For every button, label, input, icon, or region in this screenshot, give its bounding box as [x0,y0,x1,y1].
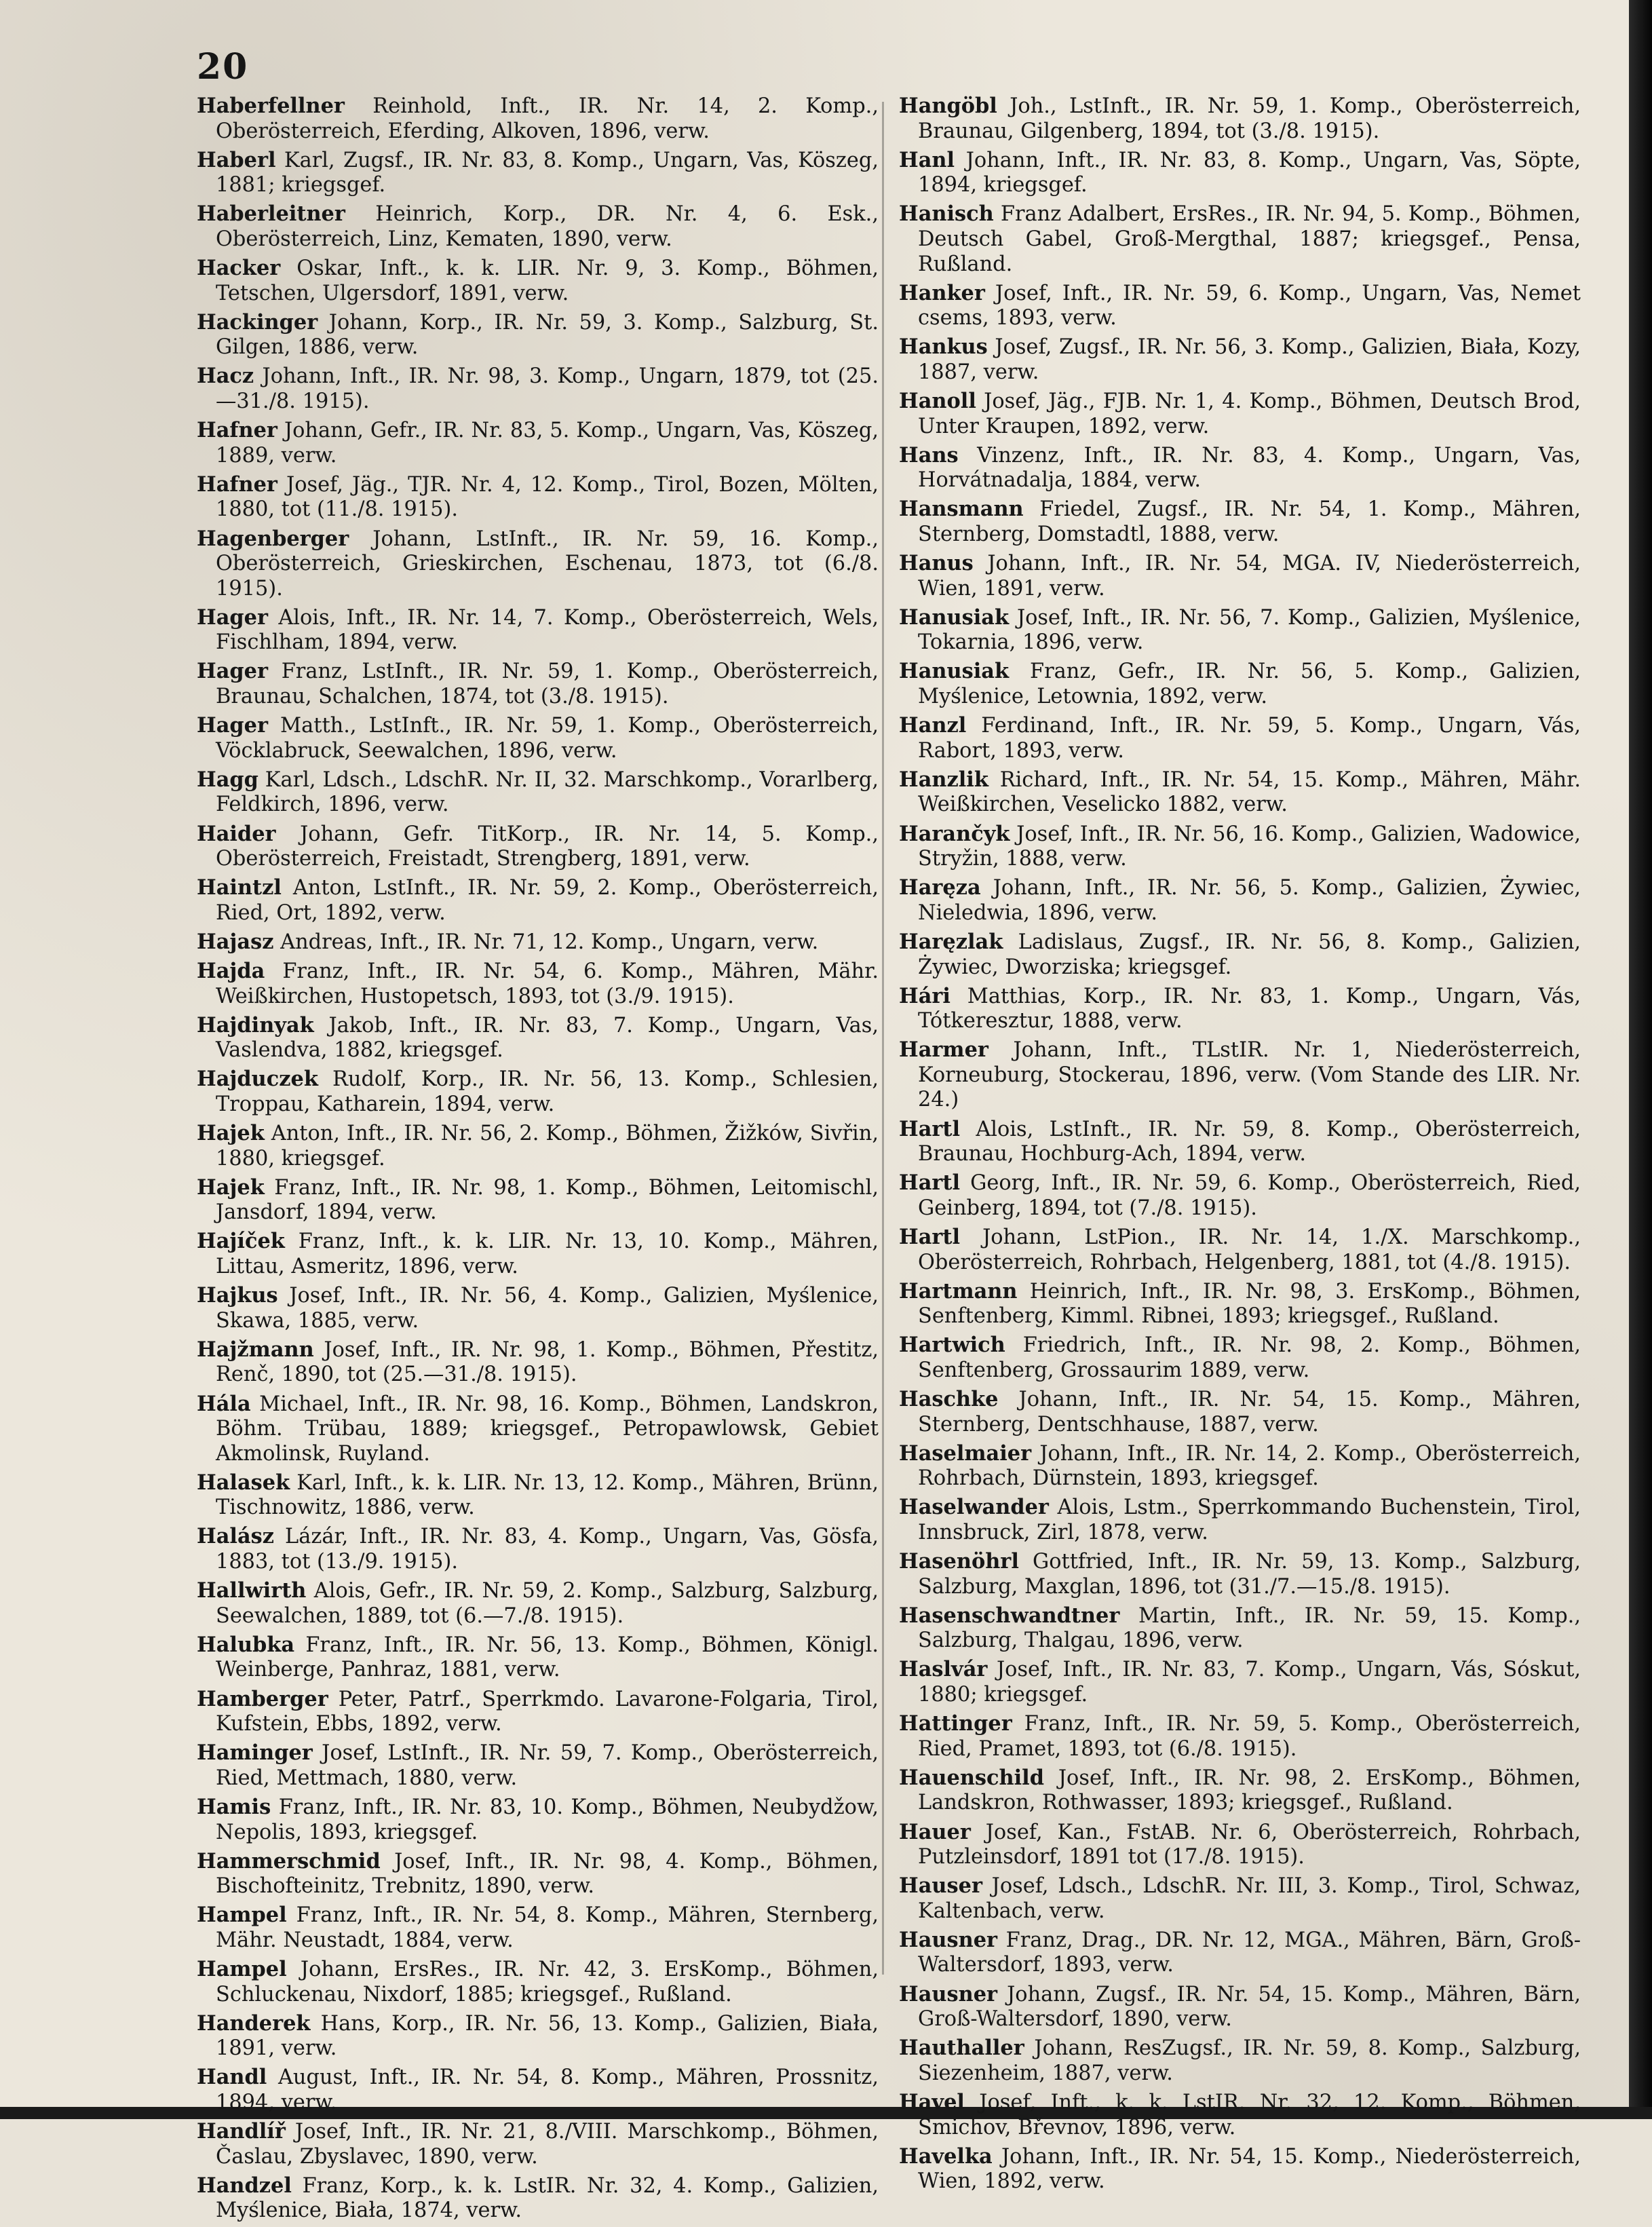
list-entry [197,1229,879,1279]
list-entry [899,1982,1581,2032]
entry-details: Johann, Inft., IR. Nr. 83, 8. Komp., Ungarn, Vas, Söpte, 1894, kriegsgef. [918,148,1581,197]
entry-surname: Hajduczek [197,1067,318,1092]
entry-surname: Halasek [197,1470,290,1495]
entry-details: Anton, LstInft., IR. Nr. 59, 2. Komp., Oberösterreich, Ried, Ort, 1892, verw. [216,876,879,925]
list-entry [197,713,879,763]
entry-details: Franz, Inft., IR. Nr. 98, 1. Komp., Böhmen, Leitomischl, Jansdorf, 1894, verw. [216,1175,879,1225]
entry-surname: Hartwich [899,1333,1005,1358]
entry-details: Josef, Inft., IR. Nr. 98, 2. ErsKomp., Böhmen, Landskron, Rothwasser, 1893; kriegsgef., Rußland. [918,1766,1581,1815]
entry-surname: Hanisch [899,202,994,227]
list-entry [899,1225,1581,1275]
entry-surname: Harančyk [899,821,1010,846]
entry-details: Josef, Jäg., FJB. Nr. 1, 4. Komp., Böhmen, Deutsch Brod, Unter Kraupen, 1892, verw. [918,389,1581,438]
column-divider [882,102,884,1975]
entry-details: Josef, Inft., k. k. LstIR. Nr. 32, 12. Komp., Böhmen, Smichov, Břevnov, 1896, verw. [918,2090,1581,2139]
entry-surname: Hári [899,983,950,1008]
entry-surname: Hála [197,1391,251,1416]
entry-surname: Hajek [197,1121,265,1146]
entry-details: Lázár, Inft., IR. Nr. 83, 4. Komp., Ungarn, Vas, Gösfa, 1883, tot (13./9. 1915). [216,1525,879,1574]
entry-details: Jakob, Inft., IR. Nr. 83, 7. Komp., Ungarn, Vas, Vaslendva, 1882, kriegsgef. [216,1013,879,1063]
entry-details: Johann, Inft., IR. Nr. 54, 15. Komp., Mähren, Sternberg, Dentschhause, 1887, verw. [918,1388,1581,1436]
entry-surname: Hager [197,659,269,684]
list-entry [197,1795,879,1845]
list-entry [899,767,1581,818]
entry-details: Franz Adalbert, ErsRes., IR. Nr. 94, 5. Komp., Böhmen, Deutsch Gabel, Groß-Mergthal, 1887; kriegsgef., Pensa, Rußland. [918,202,1581,276]
list-entry [197,1337,879,1388]
list-entry [899,1928,1581,1978]
entry-surname: Haręzlak [899,929,1003,954]
list-entry [197,1633,879,1683]
entry-details: Johann, Gefr. TitKorp., IR. Nr. 14, 5. Komp., Oberösterreich, Freistadt, Strengberg, 1891, verw. [216,822,879,871]
entry-surname: Hangöbl [899,94,997,118]
list-entry [197,1578,879,1629]
list-entry [197,94,879,144]
entry-details: Franz, Inft., k. k. LIR. Nr. 13, 10. Komp., Mähren, Littau, Asmeritz, 1896, verw. [216,1230,879,1279]
entry-surname: Havelka [899,2144,993,2169]
entry-surname: Hamberger [197,1686,328,1711]
entry-details: Hans, Korp., IR. Nr. 56, 13. Komp., Galizien, Biała, 1891, verw. [216,2011,879,2061]
entry-surname: Hauer [899,1819,971,1844]
list-entry [899,94,1581,144]
entry-surname: Hallwirth [197,1578,307,1603]
entry-details: Alois, LstInft., IR. Nr. 59, 8. Komp., Oberösterreich, Braunau, Hochburg-Ach, 1894, verw. [918,1117,1581,1166]
list-entry [197,472,879,522]
entry-details: Johann, LstPion., IR. Nr. 14, 1./X. Marschkomp., Oberösterreich, Rohrbach, Helgenberg, 1881, tot (4./8. 1915). [918,1225,1581,1274]
entry-details: Johann, Inft., IR. Nr. 54, 15. Komp., Niederösterreich, Wien, 1892, verw. [918,2144,1581,2194]
entry-details: Matthias, Korp., IR. Nr. 83, 1. Komp., Ungarn, Vás, Tótkeresztur, 1888, verw. [918,984,1581,1033]
entry-details: Ladislaus, Zugsf., IR. Nr. 56, 8. Komp., Galizien, Żywiec, Dworziska; kriegsgef. [918,930,1581,979]
entry-surname: Hanker [899,280,985,305]
entry-surname: Hansmann [899,497,1024,522]
entry-details: Franz, Inft., IR. Nr. 83, 10. Komp., Böhmen, Neubydžow, Nepolis, 1893, kriegsgef. [216,1795,879,1844]
entry-surname: Hanusiak [899,605,1009,630]
entry-surname: Hager [197,605,269,630]
entry-surname: Hartl [899,1224,960,1249]
list-entry [899,605,1581,655]
entry-surname: Hagenberger [197,526,349,551]
list-entry [197,1957,879,2007]
entry-surname: Haider [197,821,276,846]
entry-surname: Harmer [899,1038,988,1063]
entry-details: Franz, Inft., IR. Nr. 54, 8. Komp., Mähren, Sternberg, Mähr. Neustadt, 1884, verw. [216,1903,879,1952]
list-entry [899,148,1581,198]
list-entry [899,1170,1581,1221]
entry-surname: Hacker [197,256,281,281]
entry-surname: Hajasz [197,929,274,954]
list-entry [899,1038,1581,1113]
entry-surname: Haschke [899,1387,999,1411]
list-entry [899,1711,1581,1762]
entry-details: Josef, Inft., IR. Nr. 56, 16. Komp., Galizien, Wadowice, Stryžin, 1888, verw. [918,822,1581,871]
entry-details: Anton, Inft., IR. Nr. 56, 2. Komp., Böhmen, Žižków, Sivřin, 1880, kriegsgef. [216,1122,879,1170]
entry-details: Johann, Inft., IR. Nr. 54, MGA. IV, Niederösterreich, Wien, 1891, verw. [918,552,1581,601]
entry-details: Johann, LstInft., IR. Nr. 59, 16. Komp., Oberösterreich, Grieskirchen, Eschenau, 1873, tot (6./8. 1915). [216,527,879,601]
list-entry [899,2144,1581,2194]
entry-surname: Hammerschmid [197,1848,381,1873]
list-entry [197,1283,879,1333]
entry-details: Johann, Inft., IR. Nr. 14, 2. Komp., Oberösterreich, Rohrbach, Dürnstein, 1893, kriegsgef. [918,1441,1581,1491]
list-entry [197,202,879,252]
entry-details: Reinhold, Inft., IR. Nr. 14, 2. Komp., Oberösterreich, Eferding, Alkoven, 1896, verw. [216,94,879,143]
right-column [899,94,1581,2198]
entry-details: Oskar, Inft., k. k. LIR. Nr. 9, 3. Komp., Böhmen, Tetschen, Ulgersdorf, 1891, verw. [216,256,879,305]
entry-surname: Hanus [899,551,974,576]
entry-surname: Halubka [197,1632,295,1657]
entry-surname: Hafner [197,472,277,497]
entry-surname: Hajek [197,1175,265,1200]
list-entry [197,1687,879,1737]
list-entry [899,1495,1581,1545]
list-entry [899,202,1581,277]
entry-surname: Hartl [899,1116,960,1141]
entry-details: Peter, Patrf., Sperrkmdo. Lavarone-Folgaria, Tirol, Kufstein, Ebbs, 1892, verw. [216,1687,879,1736]
list-entry [197,1392,879,1467]
entry-surname: Hankus [899,335,988,360]
entry-details: Johann, Inft., TLstIR. Nr. 1, Niederösterreich, Korneuburg, Stockerau, 1896, verw. (Vom Stande des LIR. Nr. 24.) [918,1038,1581,1112]
entry-surname: Hajžmann [197,1337,314,1362]
entry-details: Josef, Inft., IR. Nr. 56, 7. Komp., Galizien, Myślenice, Tokarnia, 1896, verw. [918,605,1581,655]
entry-surname: Hanusiak [899,659,1009,684]
entry-surname: Haintzl [197,875,282,900]
entry-details: August, Inft., IR. Nr. 54, 8. Komp., Mähren, Prossnitz, 1894, verw. [216,2066,879,2114]
entry-details: Josef, LstInft., IR. Nr. 59, 7. Komp., Oberösterreich, Ried, Mettmach, 1880, verw. [216,1741,879,1790]
list-entry [197,1121,879,1171]
list-entry [197,930,879,955]
list-entry [197,875,879,926]
entry-surname: Hajkus [197,1283,278,1308]
list-entry [899,984,1581,1034]
entry-surname: Hauser [899,1873,982,1899]
entry-details: Karl, Inft., k. k. LIR. Nr. 13, 12. Komp., Mähren, Brünn, Tischnowitz, 1886, verw. [216,1470,879,1520]
entry-details: Franz, LstInft., IR. Nr. 59, 1. Komp., Oberösterreich, Braunau, Schalchen, 1874, tot (3./8. 1915). [216,660,879,709]
entry-details: Martin, Inft., IR. Nr. 59, 15. Komp., Salzburg, Thalgau, 1896, verw. [918,1603,1581,1653]
list-entry [197,659,879,709]
entry-surname: Hackinger [197,309,318,335]
entry-details: Ferdinand, Inft., IR. Nr. 59, 5. Komp., Ungarn, Vás, Rabort, 1893, verw. [918,714,1581,763]
entry-surname: Hajíček [197,1229,285,1254]
entry-surname: Hanzlik [899,767,988,792]
entry-surname: Haręza [899,875,981,900]
entry-details: Friedel, Zugsf., IR. Nr. 54, 1. Komp., Mähren, Sternberg, Domstadtl, 1888, verw. [918,497,1581,546]
entry-details: Richard, Inft., IR. Nr. 54, 15. Komp., Mähren, Mähr. Weißkirchen, Veselicko 1882, verw. [918,767,1581,817]
list-entry [899,1117,1581,1167]
entry-surname: Hausner [899,1981,998,2006]
list-entry [899,2090,1581,2140]
entry-details: Johann, ResZugsf., IR. Nr. 59, 8. Komp., Salzburg, Siezenheim, 1887, verw. [918,2036,1581,2085]
entry-details: Franz, Inft., IR. Nr. 59, 5. Komp., Oberösterreich, Ried, Pramet, 1893, tot (6./8. 1915). [918,1712,1581,1761]
list-entry [899,1873,1581,1924]
entry-surname: Hanoll [899,389,976,414]
entry-surname: Hajdinyak [197,1012,314,1038]
entry-surname: Hanl [899,147,955,172]
entry-details: Franz, Inft., IR. Nr. 54, 6. Komp., Mähren, Mähr. Weißkirchen, Hustopetsch, 1893, tot (3./9. 1915). [216,959,879,1008]
entry-surname: Handerek [197,2011,311,2036]
entry-details: Johann, Inft., IR. Nr. 98, 3. Komp., Ungarn, 1879, tot (25.—31./8. 1915). [216,364,879,414]
entry-surname: Hauthaller [899,2036,1024,2061]
entry-details: Josef, Ldsch., LdschR. Nr. III, 3. Komp., Tirol, Schwaz, Kaltenbach, verw. [918,1874,1581,1923]
entry-surname: Haselmaier [899,1441,1032,1466]
entry-surname: Hajda [197,959,265,983]
entry-details: Matth., LstInft., IR. Nr. 59, 1. Komp., Oberösterreich, Vöcklabruck, Seewalchen, 1896, verw. [216,714,879,763]
list-entry [197,418,879,468]
entry-surname: Haberl [197,147,276,172]
entry-details: Alois, Inft., IR. Nr. 14, 7. Komp., Oberösterreich, Wels, Fischlham, 1894, verw. [216,605,879,655]
list-entry [899,1279,1581,1329]
list-entry [197,1470,879,1521]
list-entry [197,1175,879,1225]
entry-surname: Hans [899,442,959,468]
entry-details: Josef, Jäg., TJR. Nr. 4, 12. Komp., Tirol, Bozen, Mölten, 1880, tot (11./8. 1915). [216,472,879,522]
entry-surname: Hampel [197,1903,287,1928]
list-entry [197,1740,879,1791]
entry-surname: Haberfellner [197,94,345,118]
list-entry [197,1849,879,1899]
entry-details: Josef, Zugsf., IR. Nr. 56, 3. Komp., Galizien, Biała, Kozy, 1887, verw. [918,335,1581,384]
list-entry [899,389,1581,439]
entry-details: Andreas, Inft., IR. Nr. 71, 12. Komp., Ungarn, verw. [280,930,819,954]
entry-details: Johann, Gefr., IR. Nr. 83, 5. Komp., Ungarn, Vas, Köszeg, 1889, verw. [216,419,879,468]
list-entry [899,281,1581,331]
entry-details: Alois, Lstm., Sperrkommando Buchenstein, Tirol, Innsbruck, Zirl, 1878, verw. [918,1496,1581,1544]
entry-details: Franz, Inft., IR. Nr. 56, 13. Komp., Böhmen, Königl. Weinberge, Panhraz, 1881, verw. [216,1633,879,1682]
list-entry [899,1549,1581,1599]
entry-details: Josef, Inft., IR. Nr. 98, 1. Komp., Böhmen, Přestitz, Renč, 1890, tot (25.—31./8. 1915). [216,1337,879,1387]
list-entry [197,310,879,360]
entry-details: Josef, Inft., IR. Nr. 98, 4. Komp., Böhmen, Bischofteinitz, Trebnitz, 1890, verw. [216,1849,879,1899]
list-entry [197,364,879,414]
entry-surname: Hamis [197,1794,271,1819]
entry-details: Franz, Korp., k. k. LstIR. Nr. 32, 4. Komp., Galizien, Myślenice, Biała, 1874, verw. [216,2173,879,2223]
entry-details: Johann, Zugsf., IR. Nr. 54, 15. Komp., Mähren, Bärn, Groß-Waltersdorf, 1890, verw. [918,1982,1581,2032]
list-entry [899,875,1581,926]
list-entry [899,551,1581,601]
entry-surname: Hafner [197,418,277,443]
entry-surname: Hasenöhrl [899,1549,1019,1574]
list-entry [197,959,879,1009]
entry-details: Vinzenz, Inft., IR. Nr. 83, 4. Komp., Ungarn, Vas, Horvátnadalja, 1884, verw. [918,443,1581,493]
entry-details: Michael, Inft., IR. Nr. 98, 16. Komp., Böhmen, Landskron, Böhm. Trübau, 1889; kriegsgef., Petropawlowsk, Gebiet Akmolinsk, Ruyland. [216,1392,879,1466]
list-entry [197,822,879,872]
list-entry [899,443,1581,493]
list-entry [899,822,1581,872]
list-entry [197,2011,879,2061]
entry-surname: Hager [197,713,269,738]
entry-surname: Handl [197,2065,267,2090]
list-entry [197,1067,879,1117]
list-entry [197,527,879,602]
entry-surname: Hampel [197,1956,287,1981]
entry-details: Karl, Ldsch., LdschR. Nr. II, 32. Marschkomp., Vorarlberg, Feldkirch, 1896, verw. [216,767,879,817]
entry-details: Joh., LstInft., IR. Nr. 59, 1. Komp., Oberösterreich, Braunau, Gilgenberg, 1894, tot (3./8. 1915). [918,94,1581,143]
list-entry [899,1820,1581,1870]
entry-details: Heinrich, Inft., IR. Nr. 98, 3. ErsKomp., Böhmen, Senftenberg, Kimml. Ribnei, 1893; kriegsgef., Rußland. [918,1279,1581,1329]
entry-surname: Havel [899,2089,965,2114]
entry-surname: Haslvár [899,1657,988,1682]
entry-details: Heinrich, Korp., DR. Nr. 4, 6. Esk., Oberösterreich, Linz, Kematen, 1890, verw. [216,202,879,251]
entry-details: Josef, Kan., FstAB. Nr. 6, Oberösterreich, Rohrbach, Putzleinsdorf, 1891 tot (17./8. 1915). [918,1820,1581,1869]
list-entry [197,605,879,655]
list-entry [197,2065,879,2115]
list-entry [899,1657,1581,1707]
entry-details: Josef, Inft., IR. Nr. 21, 8./VIII. Marschkomp., Böhmen, Časlau, Zbyslavec, 1890, verw. [216,2120,879,2169]
entry-surname: Haminger [197,1740,313,1766]
list-entry [899,2036,1581,2086]
entry-surname: Haselwander [899,1495,1049,1520]
entry-surname: Haberleitner [197,202,345,227]
entry-details: Alois, Gefr., IR. Nr. 59, 2. Komp., Salzburg, Salzburg, Seewalchen, 1889, tot (6.—7./8. 1915). [216,1579,879,1628]
entry-surname: Handzel [197,2173,292,2198]
list-entry [899,1766,1581,1816]
page-number: 20 [197,46,249,88]
entry-details: Karl, Zugsf., IR. Nr. 83, 8. Komp., Ungarn, Vas, Köszeg, 1881; kriegsgef. [216,148,879,197]
list-entry [197,2173,879,2224]
list-entry [899,335,1581,385]
entry-surname: Handlíř [197,2119,286,2144]
list-entry [197,1903,879,1953]
list-entry [899,497,1581,547]
entry-details: Friedrich, Inft., IR. Nr. 98, 2. Komp., Böhmen, Senftenberg, Grossaurim 1889, verw. [918,1333,1581,1382]
entry-surname: Hartmann [899,1278,1018,1303]
entry-details: Georg, Inft., IR. Nr. 59, 6. Komp., Oberösterreich, Ried, Geinberg, 1894, tot (7./8. 1915). [918,1171,1581,1220]
entry-surname: Hanzl [899,713,967,738]
list-entry [899,1387,1581,1437]
list-entry [899,930,1581,980]
entry-details: Josef, Inft., IR. Nr. 83, 7. Komp., Ungarn, Vás, Sóskut, 1880; kriegsgef. [918,1658,1581,1707]
entry-details: Franz, Gefr., IR. Nr. 56, 5. Komp., Galizien, Myślenice, Letownia, 1892, verw. [918,660,1581,709]
list-entry [197,767,879,818]
scan-edge-right [1629,0,1652,2119]
entry-details: Gottfried, Inft., IR. Nr. 59, 13. Komp., Salzburg, Salzburg, Maxglan, 1896, tot (31./7.—15./8. 1915). [918,1550,1581,1599]
entry-surname: Halász [197,1524,275,1549]
entry-details: Josef, Inft., IR. Nr. 59, 6. Komp., Ungarn, Vas, Nemet csems, 1893, verw. [918,281,1581,330]
entry-surname: Hacz [197,364,254,389]
list-entry [899,713,1581,763]
entry-surname: Hattinger [899,1711,1012,1736]
list-entry [899,1333,1581,1383]
entry-details: Rudolf, Korp., IR. Nr. 56, 13. Komp., Schlesien, Troppau, Katharein, 1894, verw. [216,1067,879,1116]
list-entry [899,1603,1581,1654]
entry-surname: Hartl [899,1170,960,1196]
entry-details: Josef, Inft., IR. Nr. 56, 4. Komp., Galizien, Myślenice, Skawa, 1885, verw. [216,1284,879,1333]
list-entry [899,659,1581,709]
entry-surname: Hausner [899,1927,998,1952]
entry-details: Johann, Inft., IR. Nr. 56, 5. Komp., Galizien, Żywiec, Nieledwia, 1896, verw. [918,876,1581,925]
list-entry [197,256,879,306]
entry-surname: Hasenschwandtner [899,1603,1120,1628]
left-column [197,94,879,2227]
entry-surname: Hagg [197,767,258,792]
list-entry [197,2119,879,2169]
entry-details: Johann, Korp., IR. Nr. 59, 3. Komp., Salzburg, St. Gilgen, 1886, verw. [216,310,879,360]
entry-details: Franz, Drag., DR. Nr. 12, MGA., Mähren, Bärn, Groß-Waltersdorf, 1893, verw. [918,1928,1581,1977]
list-entry [197,1013,879,1063]
list-entry [899,1441,1581,1491]
list-entry [197,148,879,198]
entry-details: Johann, ErsRes., IR. Nr. 42, 3. ErsKomp., Böhmen, Schluckenau, Nixdorf, 1885; kriegsgef., Rußland. [216,1957,879,2006]
entry-surname: Hauenschild [899,1765,1044,1790]
list-entry [197,1524,879,1574]
